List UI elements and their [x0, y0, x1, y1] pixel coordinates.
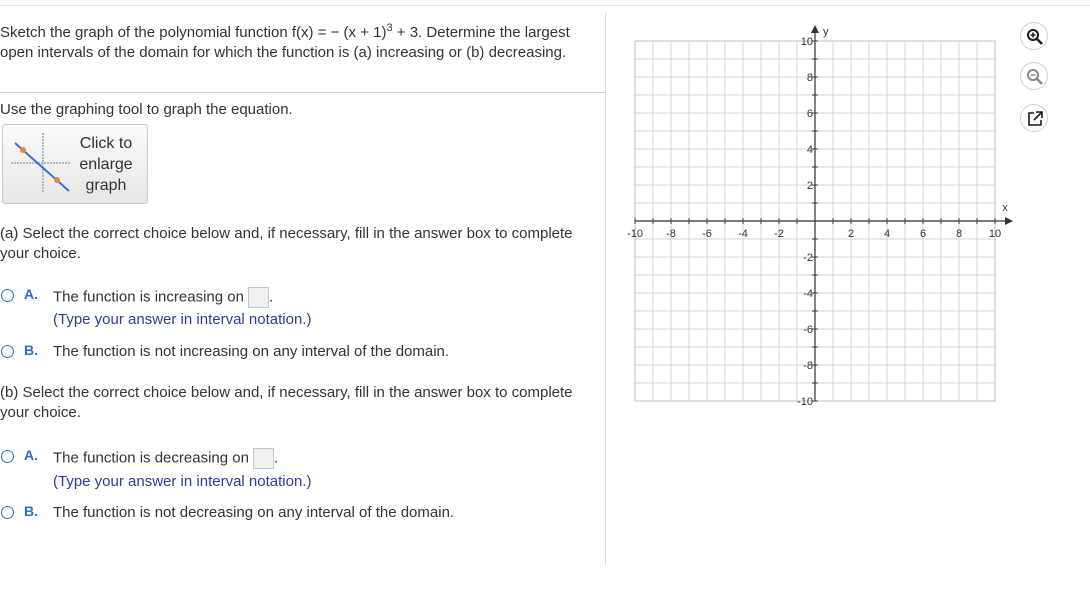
- choice-letter: A.: [24, 286, 38, 302]
- x-tick-label: 10: [988, 228, 1002, 240]
- x-tick-label: -2: [774, 228, 784, 240]
- x-tick-label: 4: [883, 228, 891, 240]
- choice-text: The function is increasing on .: [53, 287, 273, 308]
- y-tick-label: -4: [803, 288, 813, 300]
- exponent: 3: [386, 22, 393, 34]
- y-tick-label: 10: [800, 36, 813, 48]
- choice-text: The function is not decreasing on any interval of the domain.: [53, 504, 455, 521]
- x-tick-label: 2: [847, 228, 855, 240]
- part-b-choice-b[interactable]: [0, 503, 600, 525]
- y-tick-label: -10: [797, 396, 813, 408]
- part-a-radio-b[interactable]: [1, 345, 14, 358]
- popout-button[interactable]: [1020, 104, 1048, 132]
- part-a-prompt: (a) Select the correct choice below and, if necessary, fill in the answer box to complete your choice.: [0, 225, 573, 262]
- panel-divider: [605, 12, 606, 565]
- graph-thumbnail-icon: [9, 131, 73, 195]
- choice-letter: B.: [24, 342, 38, 358]
- y-tick-label: -8: [803, 360, 813, 372]
- enlarge-graph-button[interactable]: [2, 124, 148, 204]
- choice-letter: B.: [24, 503, 38, 519]
- x-tick-label: -4: [738, 228, 748, 240]
- zoom-out-button[interactable]: [1020, 62, 1048, 90]
- y-tick-label: -2: [803, 252, 813, 264]
- x-axis-arrow: [1005, 217, 1013, 225]
- part-a-hint: (Type your answer in interval notation.): [53, 311, 312, 328]
- choice-letter: A.: [24, 447, 38, 463]
- increasing-answer-box[interactable]: [248, 287, 269, 308]
- choice-text: The function is decreasing on .: [53, 448, 278, 469]
- external-link-icon: [1026, 110, 1044, 128]
- zoom-out-icon: [1026, 68, 1044, 86]
- x-tick-label: 8: [955, 228, 963, 240]
- part-b-hint: (Type your answer in interval notation.): [53, 473, 312, 490]
- y-axis-arrow: [811, 25, 819, 33]
- x-axis-label: x: [1002, 202, 1008, 214]
- x-tick-label: -6: [702, 228, 712, 240]
- x-tick-label: -8: [666, 228, 676, 240]
- y-axis-label: y: [823, 26, 829, 38]
- coordinate-grid[interactable]: [620, 18, 1020, 413]
- part-a-radio-a[interactable]: [1, 289, 14, 302]
- part-b-prompt: (b) Select the correct choice below and, if necessary, fill in the answer box to complete your choice.: [0, 384, 573, 421]
- x-tick-label: -10: [627, 228, 643, 240]
- part-b-radio-b[interactable]: [1, 506, 14, 519]
- y-tick-label: 8: [806, 72, 813, 84]
- part-b-radio-a[interactable]: [1, 450, 14, 463]
- y-tick-label: 6: [806, 108, 813, 120]
- y-tick-label: 2: [806, 180, 813, 192]
- part-a-choice-b[interactable]: [0, 342, 600, 364]
- x-tick-label: 6: [919, 228, 927, 240]
- decreasing-answer-box[interactable]: [253, 448, 274, 469]
- zoom-in-icon: [1026, 28, 1044, 46]
- zoom-in-button[interactable]: [1020, 22, 1048, 50]
- y-tick-label: -6: [803, 324, 813, 336]
- question-divider: [0, 92, 605, 93]
- instruction-text: Use the graphing tool to graph the equation.: [0, 101, 293, 118]
- part-a-choice-a[interactable]: [0, 286, 600, 308]
- choice-text: The function is not increasing on any interval of the domain.: [53, 343, 450, 360]
- question-text: Sketch the graph of the polynomial function f(x) = − $(x + 1)^3 + 3$. Determine the largest open intervals of the domain for which the function is (a) increasing or (b) decreasing.: [0, 22, 570, 61]
- y-tick-label: 4: [806, 144, 813, 156]
- part-b-choice-a[interactable]: [0, 447, 600, 469]
- enlarge-label: Click to enlarge graph: [79, 135, 133, 194]
